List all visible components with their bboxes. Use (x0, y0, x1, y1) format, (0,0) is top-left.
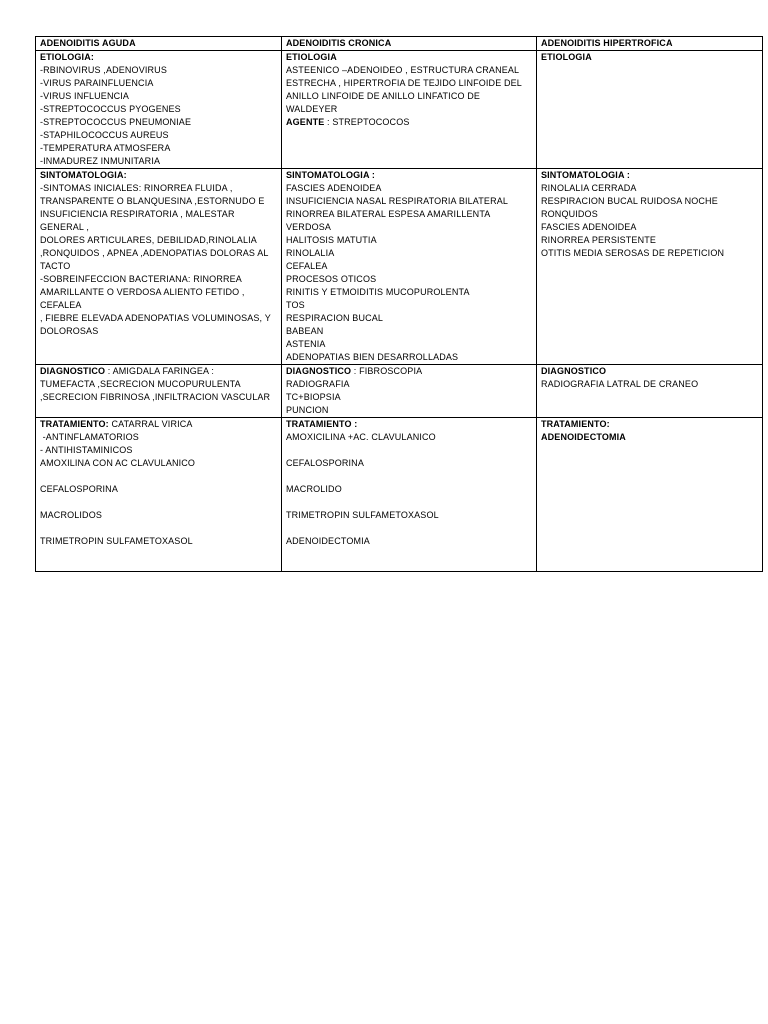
etiologia-hipertrofica-cell (537, 50, 763, 168)
list-line: -RBINOVIRUS ,ADENOVIRUS (40, 64, 167, 75)
list-line: DOLORES ARTICULARES, DEBILIDAD,RINOLALIA (40, 234, 257, 245)
etiologia-row (36, 50, 763, 168)
diagnostico-hipertrofica-cell (537, 364, 763, 417)
etiologia-aguda-list (40, 64, 278, 168)
list-line: PUNCION (286, 404, 329, 415)
list-line: RADIOGRAFIA LATRAL DE CRANEO (541, 378, 699, 389)
diagnostico-aguda-heading (40, 365, 278, 378)
list-line (40, 470, 278, 483)
list-line: RINOLALIA CERRADA (541, 182, 637, 193)
list-line: -INMADUREZ INMUNITARIA (40, 155, 161, 166)
list-line: RINORREA PERSISTENTE (541, 234, 657, 245)
list-line: FASCIES ADENOIDEA (286, 182, 382, 193)
tratamiento-cronica-cell (282, 417, 537, 571)
list-line: RADIOGRAFIA (286, 378, 350, 389)
diagnostico-aguda-title: DIAGNOSTICO (40, 365, 106, 376)
list-line: TUMEFACTA ,SECRECION MUCOPURULENTA (40, 378, 241, 389)
list-line: INSUFICIENCIA NASAL RESPIRATORIA BILATERAL (286, 195, 509, 206)
diagnostico-cronica-heading (286, 365, 533, 378)
tratamiento-cronica-title: TRATAMIENTO : (286, 418, 358, 429)
etiologia-aguda-cell (36, 50, 282, 168)
list-line: RESPIRACION BUCAL RUIDOSA NOCHE (541, 195, 718, 206)
list-line: AMARILLANTE O VERDOSA ALIENTO FETIDO , CEFALEA (40, 286, 248, 310)
list-line: -TEMPERATURA ATMOSFERA (40, 142, 171, 153)
list-line: -VIRUS PARAINFLUENCIA (40, 77, 154, 88)
list-line (286, 496, 533, 509)
header-cronica: ADENOIDITIS CRONICA (282, 37, 537, 51)
list-line: ASTEENICO –ADENOIDEO , ESTRUCTURA CRANEAL (286, 64, 520, 75)
sintomatologia-aguda-list (40, 182, 278, 338)
sintomatologia-aguda-cell (36, 168, 282, 364)
etiologia-cronica-title: ETIOLOGIA (286, 51, 337, 62)
sintomatologia-hipertrofica-title: SINTOMATOLOGIA : (541, 169, 631, 180)
etiologia-cronica-agente (286, 116, 533, 129)
sintomatologia-cronica-cell (282, 168, 537, 364)
tratamiento-hipertrofica-title: TRATAMIENTO: (541, 418, 610, 429)
list-line: ,SECRECION FIBRINOSA ,INFILTRACION VASCULAR (40, 391, 271, 402)
list-line: -SINTOMAS INICIALES: RINORREA FLUIDA , (40, 182, 233, 193)
list-line: -VIRUS INFLUENCIA (40, 90, 130, 101)
list-line: AMOXICILINA +AC. CLAVULANICO (286, 431, 436, 442)
tratamiento-aguda-inline: CATARRAL VIRICA (108, 418, 193, 429)
diagnostico-aguda-cell (36, 364, 282, 417)
diagnostico-cronica-inline: : FIBROSCOPIA (351, 365, 423, 376)
diagnostico-cronica-list (286, 378, 533, 417)
tratamiento-row (36, 417, 763, 571)
list-line: HALITOSIS MATUTIA (286, 234, 377, 245)
list-line: RINORREA BILATERAL ESPESA AMARILLENTA VERDOSA (286, 208, 493, 232)
etiologia-aguda-title: ETIOLOGIA: (40, 51, 94, 62)
list-line: ADENOPATIAS BIEN DESARROLLADAS (286, 351, 459, 362)
list-line: TACTO (40, 260, 71, 271)
list-line: DOLOROSAS (40, 325, 99, 336)
list-line: -SOBREINFECCION BACTERIANA: RINORREA (40, 273, 242, 284)
list-line: RINOLALIA (286, 247, 335, 258)
diagnostico-hipertrofica-list (541, 378, 759, 391)
list-line: ESTRECHA , HIPERTROFIA DE TEJIDO LINFOIDE DEL (286, 77, 522, 88)
list-line: RINITIS Y ETMOIDITIS MUCOPUROLENTA (286, 286, 470, 297)
diagnostico-aguda-list (40, 378, 278, 404)
list-line (40, 522, 278, 535)
sintomatologia-cronica-list (286, 182, 533, 364)
diagnostico-row (36, 364, 763, 417)
list-line: TOS (286, 299, 305, 310)
tratamiento-aguda-list (40, 431, 278, 548)
sintomatologia-aguda-title: SINTOMATOLOGIA: (40, 169, 127, 180)
etiologia-cronica-list (286, 64, 533, 116)
list-line: CEFALOSPORINA (40, 483, 118, 494)
list-line: -ANTINFLAMATORIOS (40, 431, 139, 442)
header-hipertrofica: ADENOIDITIS HIPERTROFICA (537, 37, 763, 51)
diagnostico-cronica-cell (282, 364, 537, 417)
list-line: ASTENIA (286, 338, 326, 349)
list-line (286, 522, 533, 535)
tratamiento-cronica-list (286, 431, 533, 548)
sintomatologia-cronica-title: SINTOMATOLOGIA : (286, 169, 376, 180)
list-line: ANILLO LINFOIDE DE ANILLO LINFATICO DE WALDEYER (286, 90, 483, 114)
list-line: , FIEBRE ELEVADA ADENOPATIAS VOLUMINOSAS, Y (40, 312, 271, 323)
tratamiento-hipertrofica-cell (537, 417, 763, 571)
list-line: TRIMETROPIN SULFAMETOXASOL (286, 509, 439, 520)
list-line: TC+BIOPSIA (286, 391, 341, 402)
list-line: CEFALOSPORINA (286, 457, 364, 468)
list-line: RONQUIDOS (541, 208, 598, 219)
header-aguda: ADENOIDITIS AGUDA (36, 37, 282, 51)
list-line: FASCIES ADENOIDEA (541, 221, 637, 232)
list-line: TRANSPARENTE O BLANQUESINA ,ESTORNUDO E (40, 195, 265, 206)
etiologia-hipertrofica-title: ETIOLOGIA (541, 51, 592, 62)
list-line: MACROLIDOS (40, 509, 103, 520)
tratamiento-aguda-heading (40, 418, 278, 431)
diagnostico-aguda-inline: : AMIGDALA FARINGEA : (105, 365, 214, 376)
list-line (286, 444, 533, 457)
list-line: -STAPHILOCOCCUS AUREUS (40, 129, 169, 140)
tratamiento-aguda-cell (36, 417, 282, 571)
list-line: TRIMETROPIN SULFAMETOXASOL (40, 535, 193, 546)
diagnostico-hipertrofica-title: DIAGNOSTICO (541, 365, 607, 376)
list-line: RESPIRACION BUCAL (286, 312, 384, 323)
etiologia-cronica-cell (282, 50, 537, 168)
agente-value: : STREPTOCOCOS (324, 116, 410, 127)
sintomatologia-hipertrofica-list (541, 182, 759, 260)
list-line: ADENOIDECTOMIA (286, 535, 370, 546)
list-line: CEFALEA (286, 260, 328, 271)
list-line: ,RONQUIDOS , APNEA ,ADENOPATIAS DOLORAS AL (40, 247, 269, 258)
list-line (286, 470, 533, 483)
sintomatologia-row (36, 168, 763, 364)
tratamiento-hipertrofica-adenoidectomia: ADENOIDECTOMIA (541, 431, 626, 442)
list-line: - ANTIHISTAMINICOS (40, 444, 133, 455)
list-line: BABEAN (286, 325, 324, 336)
list-line: PROCESOS OTICOS (286, 273, 377, 284)
diagnostico-cronica-title: DIAGNOSTICO (286, 365, 352, 376)
list-line: INSUFICIENCIA RESPIRATORIA , MALESTAR GENERAL , (40, 208, 238, 232)
list-line (40, 496, 278, 509)
list-line: OTITIS MEDIA SEROSAS DE REPETICION (541, 247, 725, 258)
agente-label: AGENTE (286, 116, 325, 127)
tratamiento-aguda-title: TRATAMIENTO: (40, 418, 109, 429)
list-line: -STREPTOCOCCUS PNEUMONIAE (40, 116, 192, 127)
header-row (36, 37, 763, 51)
list-line: MACROLIDO (286, 483, 342, 494)
sintomatologia-hipertrofica-cell (537, 168, 763, 364)
list-line: -STREPTOCOCCUS PYOGENES (40, 103, 181, 114)
comparison-table (35, 36, 763, 572)
list-line: AMOXILINA CON AC CLAVULANICO (40, 457, 196, 468)
